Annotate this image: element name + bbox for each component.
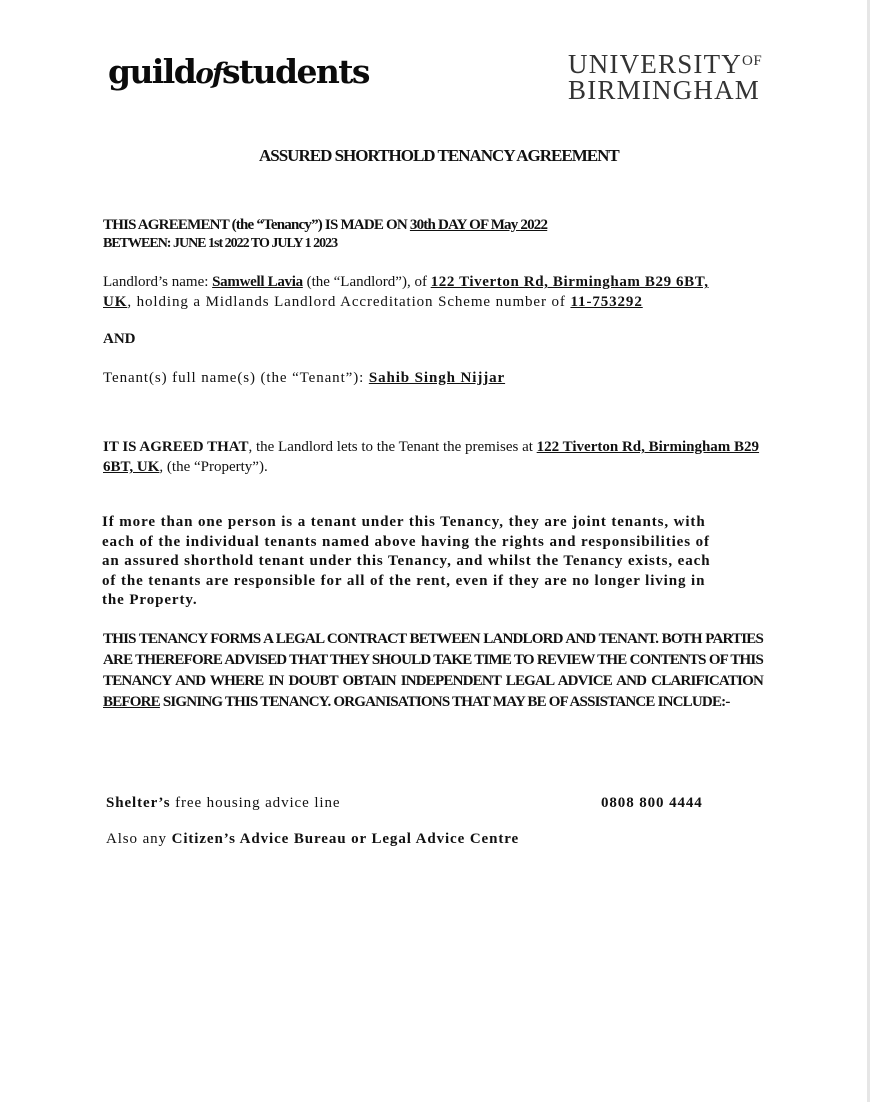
agreed-line1 — [103, 437, 843, 457]
legal-notice-text-end: SIGNING THIS TENANCY. ORGANISATIONS THAT MAY BE OF ASSISTANCE INCLUDE:- — [159, 694, 730, 710]
agreed-line2 — [103, 457, 843, 477]
joint-tenants-line: the Property. — [102, 592, 198, 608]
landlord-name: Samwell Lavia — [212, 274, 303, 290]
citizens-advice-name: Citizen’s Advice Bureau or Legal Advice Centre — [171, 831, 520, 847]
legal-notice-text: THIS TENANCY FORMS A LEGAL CONTRACT BETWEEN LANDLORD AND TENANT. BOTH PARTIES ARE THEREFORE ADVISED THAT THEY SHOULD TAKE TIME TO REVIEW THE CONTENTS OF THIS TENANCY AND WHERE IN DOUBT OBTAIN INDEPENDENT LEGAL ADVICE AND CLARIFICATION — [103, 631, 763, 689]
agreement-made-line — [103, 217, 547, 234]
property-label: , (the “Property”). — [159, 459, 268, 475]
shelter-phone: 0808 800 4444 — [601, 795, 703, 811]
joint-tenants-line: of the tenants are responsible for all of the rent, even if they are no longer living in — [102, 572, 706, 589]
university-logo-line2: BIRMINGHAM — [568, 75, 761, 105]
landlord-line1 — [103, 272, 763, 292]
landlord-scheme-number: 11-753292 — [570, 294, 643, 310]
agreed-paragraph — [103, 437, 843, 477]
university-of-birmingham-logo — [568, 48, 762, 103]
landlord-scheme-text: , holding a Midlands Landlord Accreditation Scheme number of — [127, 294, 571, 310]
landlord-address: 122 Tiverton Rd, Birmingham B29 6BT, — [430, 274, 709, 290]
university-logo-line1 — [568, 48, 762, 77]
joint-tenants-line: an assured shorthold tenant under this Tenancy, and whilst the Tenancy exists, each — [102, 553, 711, 569]
guild-logo-prefix: guild — [108, 52, 196, 91]
university-word: UNIVERSITY — [568, 49, 742, 79]
tenant-line — [103, 370, 505, 387]
guild-logo-suffix: students — [221, 52, 369, 91]
joint-tenants-paragraph — [102, 513, 782, 611]
landlord-role-text: (the “Landlord”), of — [306, 274, 431, 290]
university-of-word: OF — [742, 53, 763, 69]
tenant-label: Tenant(s) full name(s) (the “Tenant”): — [103, 370, 369, 386]
tenant-name: Sahib Singh Nijjar — [368, 370, 506, 386]
agreement-date: 30th DAY OF May 2022 — [409, 217, 548, 233]
shelter-text: free housing advice line — [170, 795, 341, 811]
joint-tenants-line: each of the individual tenants named above having the rights and responsibilities of — [102, 533, 710, 550]
agreed-lead: IT IS AGREED THAT — [103, 439, 249, 455]
agreed-text: , the Landlord lets to the Tenant the premises at — [248, 439, 537, 455]
property-address-end: 6BT, UK — [103, 459, 160, 475]
guild-logo-of: of — [195, 57, 222, 90]
document-title: ASSURED SHORTHOLD TENANCY AGREEMENT — [259, 146, 619, 165]
landlord-address-country: UK — [103, 294, 128, 310]
agreement-made-text: THIS AGREEMENT (the “Tenancy”) IS MADE ON — [103, 217, 410, 233]
and-separator: AND — [103, 331, 136, 347]
citizens-advice-line — [106, 831, 519, 848]
agreement-period-line: BETWEEN: JUNE 1st 2022 TO JULY 1 2023 — [103, 236, 338, 251]
joint-tenants-line: If more than one person is a tenant under this Tenancy, they are joint tenants, with — [102, 514, 706, 530]
guild-of-students-logo — [108, 52, 369, 91]
legal-notice-paragraph — [103, 629, 763, 713]
shelter-name: Shelter’s — [106, 795, 171, 811]
legal-notice-before: BEFORE — [103, 694, 160, 710]
shelter-line — [106, 795, 340, 812]
landlord-label: Landlord’s name: — [103, 274, 213, 290]
landlord-line2 — [103, 292, 763, 312]
property-address: 122 Tiverton Rd, Birmingham B29 — [536, 439, 760, 455]
landlord-paragraph — [103, 272, 763, 312]
citizens-prefix: Also any — [106, 831, 172, 847]
